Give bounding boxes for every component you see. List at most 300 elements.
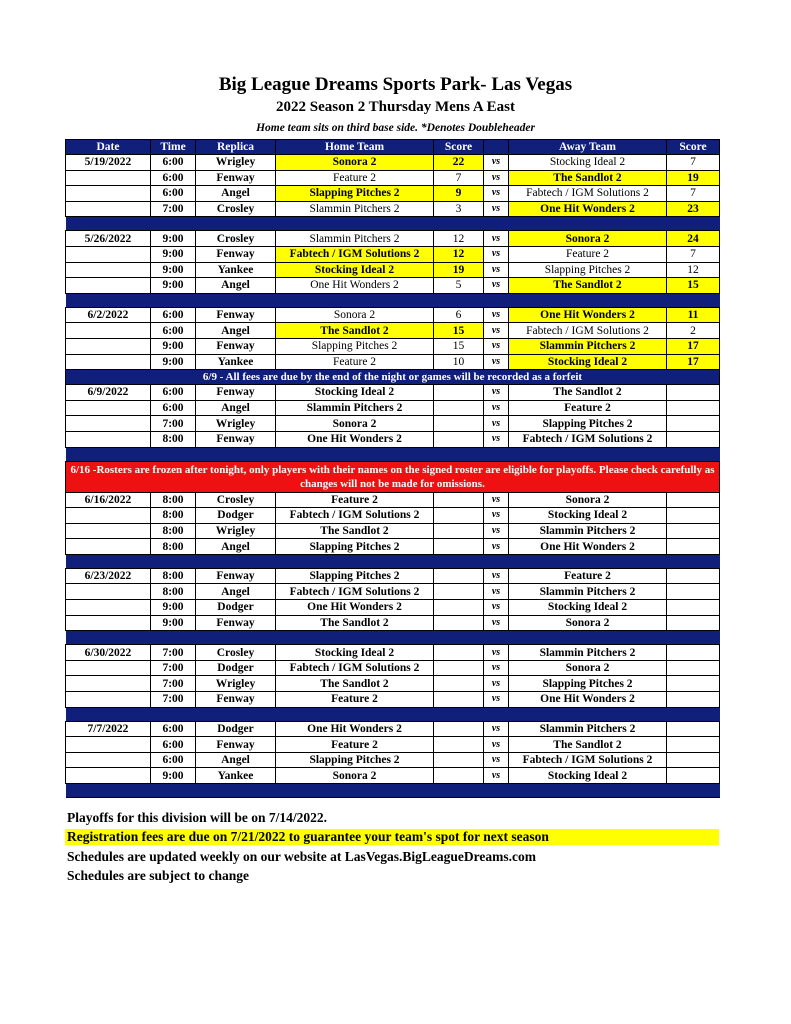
- game-date: 6/9/2022: [66, 385, 151, 401]
- page-title: Big League Dreams Sports Park- Las Vegas: [218, 74, 573, 95]
- game-time: 9:00: [151, 768, 196, 784]
- game-date: [66, 600, 151, 616]
- home-score: [434, 692, 484, 708]
- away-score: 11: [667, 307, 720, 323]
- home-team: Feature 2: [276, 354, 434, 370]
- away-team: The Sandlot 2: [509, 385, 667, 401]
- field-replica: Dodger: [196, 600, 276, 616]
- game-date: [66, 354, 151, 370]
- separator-bar: [66, 447, 720, 461]
- versus-label: vs: [484, 660, 509, 676]
- home-team: The Sandlot 2: [276, 523, 434, 539]
- table-row: [66, 523, 720, 539]
- home-score: [434, 539, 484, 555]
- game-time: 8:00: [151, 584, 196, 600]
- away-team: Slammin Pitchers 2: [509, 721, 667, 737]
- away-team: Fabtech / IGM Solutions 2: [509, 431, 667, 447]
- game-time: 7:00: [151, 692, 196, 708]
- home-score: 5: [434, 278, 484, 294]
- home-team: Stocking Ideal 2: [276, 262, 434, 278]
- game-time: 6:00: [151, 323, 196, 339]
- home-team: Fabtech / IGM Solutions 2: [276, 584, 434, 600]
- field-replica: Angel: [196, 400, 276, 416]
- home-team: Feature 2: [276, 492, 434, 508]
- home-team: Slapping Pitches 2: [276, 752, 434, 768]
- game-date: [66, 323, 151, 339]
- home-team: One Hit Wonders 2: [276, 278, 434, 294]
- away-score: [667, 660, 720, 676]
- game-date: [66, 186, 151, 202]
- home-score: [434, 721, 484, 737]
- game-time: 9:00: [151, 231, 196, 247]
- away-score: [667, 737, 720, 753]
- table-row: [66, 262, 720, 278]
- away-score: [667, 721, 720, 737]
- home-team: Fabtech / IGM Solutions 2: [276, 660, 434, 676]
- game-time: 7:00: [151, 645, 196, 661]
- table-row: [66, 385, 720, 401]
- schedule-table: [65, 139, 720, 798]
- away-team: Stocking Ideal 2: [509, 508, 667, 524]
- versus-label: vs: [484, 737, 509, 753]
- game-time: 9:00: [151, 338, 196, 354]
- away-score: 19: [667, 170, 720, 186]
- table-row: [66, 600, 720, 616]
- table-row: [66, 400, 720, 416]
- game-time: 7:00: [151, 201, 196, 217]
- playoffs-note: Playoffs for this division will be on 7/14/2022.: [67, 810, 328, 825]
- home-team: Stocking Ideal 2: [276, 645, 434, 661]
- game-time: 9:00: [151, 354, 196, 370]
- away-score: 7: [667, 246, 720, 262]
- versus-label: vs: [484, 323, 509, 339]
- game-date: [66, 400, 151, 416]
- game-time: 8:00: [151, 492, 196, 508]
- field-replica: Yankee: [196, 768, 276, 784]
- game-time: 6:00: [151, 385, 196, 401]
- column-header: Home Team: [276, 140, 434, 155]
- column-header: Score: [434, 140, 484, 155]
- home-score: [434, 584, 484, 600]
- field-replica: Yankee: [196, 262, 276, 278]
- home-score: 12: [434, 246, 484, 262]
- versus-label: vs: [484, 278, 509, 294]
- table-row: [66, 737, 720, 753]
- away-team: Feature 2: [509, 400, 667, 416]
- separator-bar: [66, 293, 720, 307]
- game-time: 9:00: [151, 246, 196, 262]
- separator-bar: [66, 784, 720, 798]
- roster-alert-row: [66, 461, 720, 492]
- game-time: 8:00: [151, 568, 196, 584]
- versus-label: vs: [484, 186, 509, 202]
- away-score: 7: [667, 186, 720, 202]
- versus-label: vs: [484, 600, 509, 616]
- field-replica: Wrigley: [196, 523, 276, 539]
- field-replica: Fenway: [196, 615, 276, 631]
- versus-label: vs: [484, 615, 509, 631]
- game-date: 5/19/2022: [66, 155, 151, 171]
- away-score: [667, 615, 720, 631]
- table-header-row: [66, 140, 720, 155]
- away-score: 12: [667, 262, 720, 278]
- table-row: [66, 431, 720, 447]
- field-replica: Dodger: [196, 508, 276, 524]
- versus-label: vs: [484, 692, 509, 708]
- away-score: [667, 508, 720, 524]
- home-team: Slammin Pitchers 2: [276, 201, 434, 217]
- game-time: 6:00: [151, 170, 196, 186]
- away-score: 17: [667, 338, 720, 354]
- schedule-note: Home team sits on third base side. *Denotes Doubleheader: [256, 122, 535, 134]
- versus-label: vs: [484, 676, 509, 692]
- game-time: 6:00: [151, 307, 196, 323]
- away-team: The Sandlot 2: [509, 170, 667, 186]
- home-score: 6: [434, 307, 484, 323]
- game-date: [66, 508, 151, 524]
- game-date: [66, 752, 151, 768]
- versus-label: vs: [484, 170, 509, 186]
- game-date: [66, 660, 151, 676]
- away-score: [667, 692, 720, 708]
- versus-label: vs: [484, 768, 509, 784]
- table-row: [66, 170, 720, 186]
- versus-label: vs: [484, 492, 509, 508]
- separator-bar: [66, 631, 720, 645]
- away-team: Slammin Pitchers 2: [509, 523, 667, 539]
- game-date: [66, 584, 151, 600]
- week-separator: [66, 293, 720, 307]
- table-row: [66, 584, 720, 600]
- home-score: [434, 508, 484, 524]
- versus-label: vs: [484, 400, 509, 416]
- home-team: The Sandlot 2: [276, 615, 434, 631]
- game-time: 6:00: [151, 721, 196, 737]
- game-date: [66, 523, 151, 539]
- home-score: [434, 737, 484, 753]
- away-team: Feature 2: [509, 568, 667, 584]
- column-header: Date: [66, 140, 151, 155]
- field-replica: Fenway: [196, 338, 276, 354]
- home-score: 15: [434, 338, 484, 354]
- away-team: One Hit Wonders 2: [509, 307, 667, 323]
- away-score: [667, 539, 720, 555]
- home-team: Slammin Pitchers 2: [276, 400, 434, 416]
- home-team: Sonora 2: [276, 155, 434, 171]
- game-time: 9:00: [151, 615, 196, 631]
- home-score: [434, 523, 484, 539]
- game-date: 6/30/2022: [66, 645, 151, 661]
- versus-label: vs: [484, 354, 509, 370]
- week-separator: [66, 784, 720, 798]
- away-score: [667, 492, 720, 508]
- away-team: Slapping Pitches 2: [509, 262, 667, 278]
- versus-label: vs: [484, 155, 509, 171]
- table-row: [66, 768, 720, 784]
- away-score: 23: [667, 201, 720, 217]
- away-score: [667, 416, 720, 432]
- website-note: Schedules are updated weekly on our website at LasVegas.BigLeagueDreams.com: [67, 849, 537, 864]
- versus-label: vs: [484, 416, 509, 432]
- home-score: 3: [434, 201, 484, 217]
- column-header: Score: [667, 140, 720, 155]
- versus-label: vs: [484, 523, 509, 539]
- game-time: 6:00: [151, 752, 196, 768]
- home-score: 10: [434, 354, 484, 370]
- away-team: Feature 2: [509, 246, 667, 262]
- field-replica: Crosley: [196, 231, 276, 247]
- home-team: Stocking Ideal 2: [276, 385, 434, 401]
- versus-label: vs: [484, 645, 509, 661]
- table-row: [66, 660, 720, 676]
- week-separator: [66, 447, 720, 461]
- away-score: [667, 768, 720, 784]
- game-date: 7/7/2022: [66, 721, 151, 737]
- separator-bar: [66, 217, 720, 231]
- week-separator: [66, 554, 720, 568]
- field-replica: Crosley: [196, 492, 276, 508]
- versus-label: vs: [484, 246, 509, 262]
- home-score: [434, 385, 484, 401]
- versus-label: vs: [484, 201, 509, 217]
- field-replica: Angel: [196, 186, 276, 202]
- away-team: Slammin Pitchers 2: [509, 584, 667, 600]
- disclaimer-note: Schedules are subject to change: [67, 868, 249, 883]
- home-score: [434, 615, 484, 631]
- away-team: Sonora 2: [509, 615, 667, 631]
- game-date: [66, 615, 151, 631]
- table-row: [66, 752, 720, 768]
- home-team: One Hit Wonders 2: [276, 721, 434, 737]
- home-score: [434, 400, 484, 416]
- home-score: [434, 645, 484, 661]
- table-row: [66, 231, 720, 247]
- field-replica: Angel: [196, 278, 276, 294]
- field-replica: Yankee: [196, 354, 276, 370]
- table-row: [66, 354, 720, 370]
- game-time: 7:00: [151, 676, 196, 692]
- game-date: [66, 539, 151, 555]
- table-row: [66, 201, 720, 217]
- field-replica: Fenway: [196, 692, 276, 708]
- game-date: 6/2/2022: [66, 307, 151, 323]
- versus-label: vs: [484, 584, 509, 600]
- away-score: 24: [667, 231, 720, 247]
- game-date: [66, 431, 151, 447]
- game-date: [66, 262, 151, 278]
- away-team: Sonora 2: [509, 231, 667, 247]
- roster-alert: 6/16 -Rosters are frozen after tonight, only players with their names on the signed roster are eligible for playoffs. Please check carefully as changes will not be made for omissions.: [66, 461, 720, 492]
- game-date: [66, 768, 151, 784]
- game-time: 8:00: [151, 523, 196, 539]
- game-date: [66, 416, 151, 432]
- field-replica: Crosley: [196, 645, 276, 661]
- table-row: [66, 721, 720, 737]
- home-score: [434, 676, 484, 692]
- versus-label: vs: [484, 385, 509, 401]
- away-score: 2: [667, 323, 720, 339]
- away-score: [667, 400, 720, 416]
- table-row: [66, 645, 720, 661]
- away-score: [667, 752, 720, 768]
- away-score: [667, 676, 720, 692]
- game-date: 5/26/2022: [66, 231, 151, 247]
- home-score: 12: [434, 231, 484, 247]
- away-team: Slapping Pitches 2: [509, 676, 667, 692]
- versus-label: vs: [484, 539, 509, 555]
- field-replica: Crosley: [196, 201, 276, 217]
- game-date: 6/16/2022: [66, 492, 151, 508]
- game-date: [66, 170, 151, 186]
- home-score: 19: [434, 262, 484, 278]
- home-score: [434, 416, 484, 432]
- away-score: [667, 600, 720, 616]
- game-time: 6:00: [151, 186, 196, 202]
- home-team: The Sandlot 2: [276, 323, 434, 339]
- table-row: [66, 508, 720, 524]
- versus-label: vs: [484, 508, 509, 524]
- away-team: Fabtech / IGM Solutions 2: [509, 323, 667, 339]
- away-team: One Hit Wonders 2: [509, 692, 667, 708]
- away-team: Stocking Ideal 2: [509, 155, 667, 171]
- home-team: Sonora 2: [276, 768, 434, 784]
- fees-notice-row: [66, 370, 720, 385]
- field-replica: Fenway: [196, 568, 276, 584]
- home-team: Fabtech / IGM Solutions 2: [276, 508, 434, 524]
- week-separator: [66, 217, 720, 231]
- game-time: 6:00: [151, 737, 196, 753]
- field-replica: Angel: [196, 323, 276, 339]
- field-replica: Fenway: [196, 246, 276, 262]
- away-team: Slammin Pitchers 2: [509, 338, 667, 354]
- away-team: Fabtech / IGM Solutions 2: [509, 186, 667, 202]
- home-team: Feature 2: [276, 692, 434, 708]
- versus-label: vs: [484, 338, 509, 354]
- game-time: 6:00: [151, 400, 196, 416]
- versus-label: vs: [484, 431, 509, 447]
- home-team: Slapping Pitches 2: [276, 539, 434, 555]
- home-score: 22: [434, 155, 484, 171]
- home-team: Feature 2: [276, 737, 434, 753]
- home-score: [434, 660, 484, 676]
- table-row: [66, 416, 720, 432]
- away-team: Sonora 2: [509, 492, 667, 508]
- field-replica: Angel: [196, 539, 276, 555]
- field-replica: Wrigley: [196, 416, 276, 432]
- game-time: 8:00: [151, 539, 196, 555]
- versus-label: vs: [484, 752, 509, 768]
- home-team: One Hit Wonders 2: [276, 431, 434, 447]
- game-time: 8:00: [151, 508, 196, 524]
- table-row: [66, 246, 720, 262]
- away-team: One Hit Wonders 2: [509, 539, 667, 555]
- home-team: Slapping Pitches 2: [276, 568, 434, 584]
- table-row: [66, 323, 720, 339]
- away-score: 17: [667, 354, 720, 370]
- away-team: Fabtech / IGM Solutions 2: [509, 752, 667, 768]
- field-replica: Fenway: [196, 737, 276, 753]
- away-score: 7: [667, 155, 720, 171]
- home-score: 7: [434, 170, 484, 186]
- versus-label: vs: [484, 231, 509, 247]
- column-header: [484, 140, 509, 155]
- game-time: 9:00: [151, 262, 196, 278]
- away-team: Stocking Ideal 2: [509, 354, 667, 370]
- away-team: The Sandlot 2: [509, 737, 667, 753]
- table-row: [66, 338, 720, 354]
- week-separator: [66, 631, 720, 645]
- game-date: [66, 737, 151, 753]
- column-header: Replica: [196, 140, 276, 155]
- week-separator: [66, 707, 720, 721]
- home-team: Feature 2: [276, 170, 434, 186]
- home-score: [434, 600, 484, 616]
- table-row: [66, 615, 720, 631]
- game-time: 8:00: [151, 431, 196, 447]
- home-team: Sonora 2: [276, 307, 434, 323]
- field-replica: Fenway: [196, 307, 276, 323]
- separator-bar: [66, 554, 720, 568]
- away-score: [667, 568, 720, 584]
- table-row: [66, 692, 720, 708]
- table-row: [66, 568, 720, 584]
- field-replica: Wrigley: [196, 155, 276, 171]
- field-replica: Fenway: [196, 431, 276, 447]
- home-score: [434, 431, 484, 447]
- away-score: [667, 584, 720, 600]
- table-row: [66, 539, 720, 555]
- game-date: [66, 338, 151, 354]
- game-time: 7:00: [151, 660, 196, 676]
- column-header: Time: [151, 140, 196, 155]
- away-team: Slapping Pitches 2: [509, 416, 667, 432]
- fees-notice: 6/9 - All fees are due by the end of the night or games will be recorded as a forfeit: [66, 370, 720, 385]
- versus-label: vs: [484, 262, 509, 278]
- game-time: 9:00: [151, 600, 196, 616]
- field-replica: Wrigley: [196, 676, 276, 692]
- field-replica: Fenway: [196, 170, 276, 186]
- away-team: Sonora 2: [509, 660, 667, 676]
- home-score: 15: [434, 323, 484, 339]
- game-date: [66, 692, 151, 708]
- versus-label: vs: [484, 307, 509, 323]
- field-replica: Dodger: [196, 721, 276, 737]
- field-replica: Fenway: [196, 385, 276, 401]
- away-team: Stocking Ideal 2: [509, 768, 667, 784]
- home-score: [434, 752, 484, 768]
- home-team: The Sandlot 2: [276, 676, 434, 692]
- away-team: The Sandlot 2: [509, 278, 667, 294]
- home-score: [434, 568, 484, 584]
- field-replica: Dodger: [196, 660, 276, 676]
- home-score: [434, 768, 484, 784]
- table-row: [66, 307, 720, 323]
- game-time: 7:00: [151, 416, 196, 432]
- game-time: 6:00: [151, 155, 196, 171]
- home-team: Sonora 2: [276, 416, 434, 432]
- table-row: [66, 492, 720, 508]
- game-time: 9:00: [151, 278, 196, 294]
- home-team: Slapping Pitches 2: [276, 186, 434, 202]
- home-team: Slapping Pitches 2: [276, 338, 434, 354]
- game-date: [66, 246, 151, 262]
- table-row: [66, 186, 720, 202]
- home-team: Slammin Pitchers 2: [276, 231, 434, 247]
- away-score: [667, 523, 720, 539]
- versus-label: vs: [484, 721, 509, 737]
- away-score: [667, 645, 720, 661]
- game-date: 6/23/2022: [66, 568, 151, 584]
